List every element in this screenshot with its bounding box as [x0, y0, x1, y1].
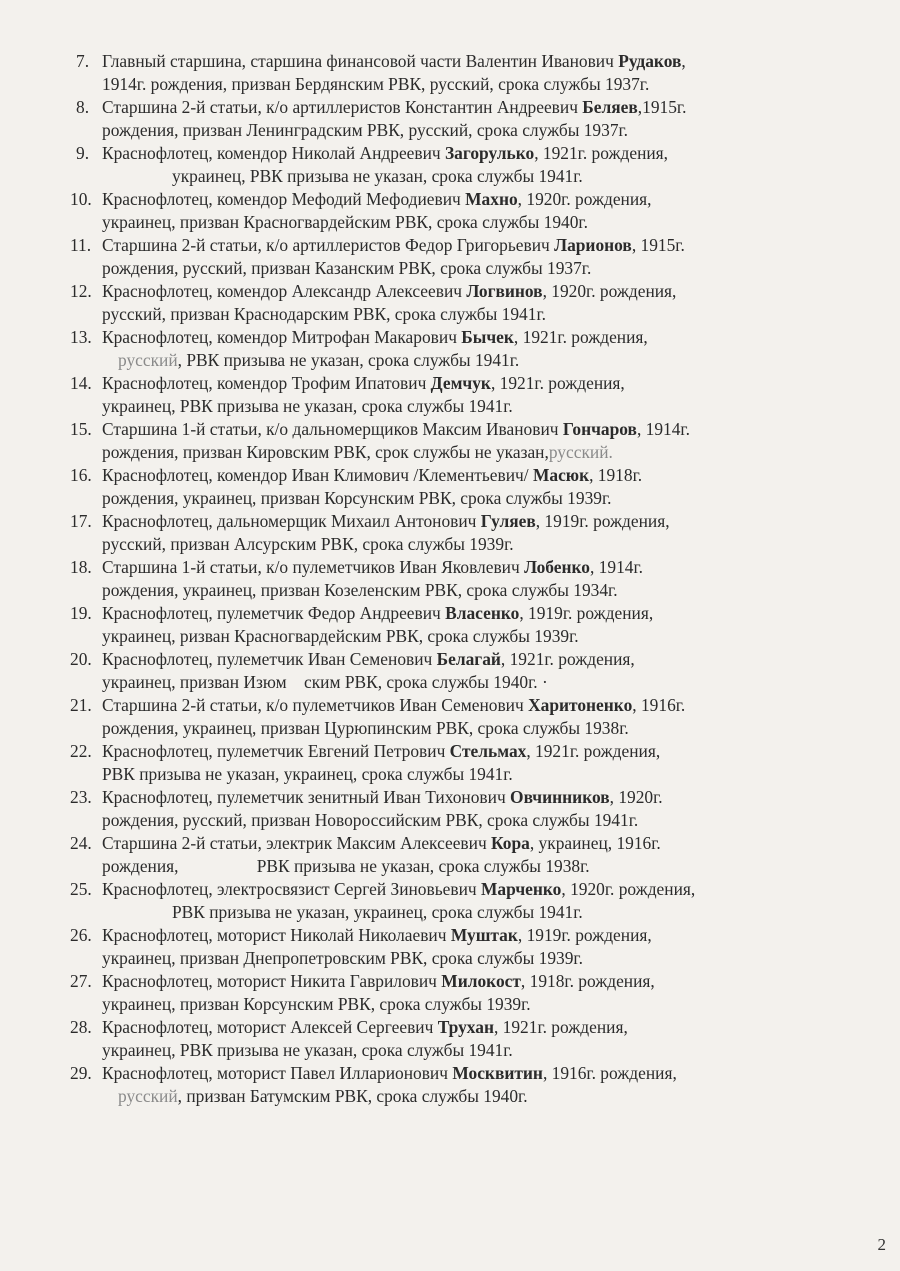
entry-line-1: [102, 188, 860, 211]
list-item: [70, 464, 860, 510]
entry-line-2: [102, 487, 860, 510]
entry-number: 12.: [70, 281, 92, 301]
list-item: [70, 510, 860, 556]
entry-text: рождения, русский, призван Новороссийским РВК, срока службы 1941г.: [102, 810, 639, 830]
entry-number: 23.: [70, 787, 92, 807]
entry-text: Краснофлотец, комендор Митрофан Макарович: [102, 327, 462, 347]
entry-line-2: [102, 119, 860, 142]
entry-text: Краснофлотец, пулеметчик Федор Андреевич: [102, 603, 446, 623]
entry-text: Старшина 2-й статьи, к/о артиллеристов Константин Андреевич: [102, 97, 583, 117]
entry-text: русский, призван Алсурским РВК, срока службы 1939г.: [102, 534, 514, 554]
entry-text: Старшина 2-й статьи, к/о артиллеристов Федор Григорьевич: [102, 235, 555, 255]
entries-list: [70, 50, 860, 1108]
entry-text: Краснофлотец, комендор Иван Климович /Клементьевич/: [102, 465, 533, 485]
entry-line-1: [102, 96, 860, 119]
entry-line-2: [102, 625, 860, 648]
entry-text: Старшина 2-й статьи, к/о пулеметчиков Иван Семенович: [102, 695, 529, 715]
entry-number: 16.: [70, 465, 92, 485]
list-item: [70, 234, 860, 280]
entry-surname: Махно: [465, 189, 518, 209]
entry-text: рождения, русский, призван Казанским РВК, срока службы 1937г.: [102, 258, 592, 278]
entry-number: 24.: [70, 833, 92, 853]
entry-text: украинец, призван Корсунским РВК, срока службы 1939г.: [102, 994, 531, 1014]
entry-line-2: [102, 763, 860, 786]
entry-text: украинец, призван Изюм ским РВК, срока службы 1940г. ·: [102, 672, 548, 692]
entry-number: 9.: [76, 143, 90, 163]
entry-number: 19.: [70, 603, 92, 623]
entry-surname: Гуляев: [480, 511, 536, 531]
entry-line-1: [102, 648, 860, 671]
entry-surname: Масюк: [532, 465, 590, 485]
scan-artifact: [660, 4, 860, 14]
entry-line-1: [102, 280, 860, 303]
entry-text: Краснофлотец, комендор Трофим Ипатович: [102, 373, 431, 393]
entry-line-1: [102, 602, 860, 625]
entry-text: , призван Батумским РВК, срока службы 1940г.: [177, 1086, 528, 1106]
entry-text: Главный старшина, старшина финансовой части Валентин Иванович: [102, 51, 619, 71]
list-item: [70, 1062, 860, 1108]
entry-text: рождения, призван Ленинградским РВК, русский, срока службы 1937г.: [102, 120, 629, 140]
entry-surname: Белагай: [436, 649, 501, 669]
list-item: [70, 924, 860, 970]
entry-line-1: [102, 372, 860, 395]
entry-line-2: [102, 947, 860, 970]
entry-text: украинец, ризван Красногвардейским РВК, срока службы 1939г.: [102, 626, 579, 646]
entry-line-2: [102, 349, 860, 372]
entry-line-1: [102, 50, 860, 73]
entry-text: рождения, призван Кировским РВК, срок службы не указан,: [102, 442, 549, 462]
list-item: [70, 740, 860, 786]
entry-text: украинец, призван Днепропетровским РВК, срока службы 1939г.: [102, 948, 583, 968]
entry-surname: Стельмах: [449, 741, 527, 761]
entry-line-1: [102, 970, 860, 993]
entry-line-1: [102, 924, 860, 947]
entry-text: Краснофлотец, моторист Алексей Сергеевич: [102, 1017, 438, 1037]
entry-line-2: [102, 395, 860, 418]
entry-number: 14.: [70, 373, 92, 393]
entry-text: , 1921г. рождения,: [534, 143, 669, 163]
entry-text: , 1914г.: [636, 419, 690, 439]
entry-text: , 1919г. рождения,: [517, 925, 652, 945]
entry-surname: Харитоненко: [528, 695, 633, 715]
entry-line-1: [102, 142, 860, 165]
entry-line-1: [102, 740, 860, 763]
entry-text: , украинец, 1916г.: [529, 833, 661, 853]
entry-number: 25.: [70, 879, 92, 899]
entry-text: Старшина 1-й статьи, к/о пулеметчиков Иван Яковлевич: [102, 557, 525, 577]
entry-surname: Власенко: [445, 603, 520, 623]
list-item: [70, 50, 860, 96]
list-item: [70, 142, 860, 188]
entry-text: , 1919г. рождения,: [535, 511, 670, 531]
entry-surname: Москвитин: [452, 1063, 543, 1083]
list-item: [70, 648, 860, 694]
entry-text: ,: [681, 51, 686, 71]
entry-text: Краснофлотец, пулеметчик зенитный Иван Тихонович: [102, 787, 511, 807]
entry-text: рождения, РВК призыва не указан, срока службы 1938г.: [102, 856, 590, 876]
entry-number: 11.: [70, 235, 92, 255]
entry-line-1: [102, 326, 860, 349]
faded-text: русский: [118, 1086, 178, 1106]
entry-line-2: [102, 165, 860, 188]
entry-text: , 1921г. рождения,: [513, 327, 648, 347]
faded-text: русский: [118, 350, 178, 370]
entry-text: рождения, украинец, призван Цурюпинским РВК, срока службы 1938г.: [102, 718, 629, 738]
entry-line-2: [102, 211, 860, 234]
entry-line-2: [102, 533, 860, 556]
entry-surname: Лобенко: [524, 557, 590, 577]
entry-text: ,1915г.: [637, 97, 687, 117]
entry-surname: Милокост: [441, 971, 521, 991]
entry-line-2: [102, 303, 860, 326]
entry-text: Краснофлотец, пулеметчик Иван Семенович: [102, 649, 437, 669]
entry-line-1: [102, 418, 860, 441]
entry-text: украинец, призван Красногвардейским РВК, срока службы 1940г.: [102, 212, 588, 232]
entry-text: , 1918г.: [589, 465, 643, 485]
entry-line-2: [102, 809, 860, 832]
list-item: [70, 188, 860, 234]
entry-line-1: [102, 556, 860, 579]
entry-line-1: [102, 878, 860, 901]
entry-line-2: [102, 257, 860, 280]
entry-surname: Загорулько: [445, 143, 535, 163]
entry-number: 18.: [70, 557, 92, 577]
entry-surname: Гончаров: [562, 419, 637, 439]
entry-number: 21.: [70, 695, 92, 715]
entry-line-2: [102, 1039, 860, 1062]
entry-number: 15.: [70, 419, 92, 439]
entry-line-2: [102, 901, 860, 924]
entry-text: , 1915г.: [631, 235, 685, 255]
entry-text: Краснофлотец, моторист Павел Илларионович: [102, 1063, 453, 1083]
list-item: [70, 418, 860, 464]
entry-line-1: [102, 234, 860, 257]
entry-surname: Муштак: [450, 925, 518, 945]
entry-line-1: [102, 510, 860, 533]
entry-surname: Логвинов: [466, 281, 543, 301]
entry-line-2: [102, 993, 860, 1016]
entry-number: 10.: [70, 189, 92, 209]
entry-number: 8.: [76, 97, 90, 117]
entry-line-1: [102, 464, 860, 487]
entry-text: 1914г. рождения, призван Бердянским РВК, русский, срока службы 1937г.: [102, 74, 650, 94]
entry-text: Краснофлотец, комендор Николай Андреевич: [102, 143, 445, 163]
entry-text: , 1921г. рождения,: [490, 373, 625, 393]
entry-line-2: [102, 1085, 860, 1108]
entry-line-2: [102, 579, 860, 602]
entry-line-2: [102, 441, 860, 464]
list-item: [70, 786, 860, 832]
entry-text: Краснофлотец, пулеметчик Евгений Петрович: [102, 741, 450, 761]
entry-text: , 1920г.: [609, 787, 663, 807]
entry-line-2: [102, 73, 860, 96]
entry-line-2: [102, 717, 860, 740]
entry-number: 27.: [70, 971, 92, 991]
entry-surname: Рудаков: [618, 51, 682, 71]
entry-text: , 1921г. рождения,: [500, 649, 635, 669]
entry-surname: Ларионов: [554, 235, 632, 255]
entry-text: украинец, РВК призыва не указан, срока службы 1941г.: [102, 1040, 513, 1060]
list-item: [70, 96, 860, 142]
entry-text: украинец, РВК призыва не указан, срока службы 1941г.: [172, 166, 583, 186]
entry-text: Краснофлотец, комендор Александр Алексеевич: [102, 281, 467, 301]
entry-text: , 1921г. рождения,: [526, 741, 661, 761]
entry-number: 28.: [70, 1017, 92, 1037]
list-item: [70, 1016, 860, 1062]
entry-surname: Демчук: [430, 373, 491, 393]
entry-surname: Трухан: [437, 1017, 494, 1037]
entry-text: Краснофлотец, электросвязист Сергей Зиновьевич: [102, 879, 481, 899]
entry-number: 29.: [70, 1063, 92, 1083]
entry-surname: Бычек: [461, 327, 514, 347]
entry-text: , 1916г. рождения,: [542, 1063, 677, 1083]
list-item: [70, 970, 860, 1016]
entry-text: Краснофлотец, дальномерщик Михаил Антонович: [102, 511, 481, 531]
entry-text: , 1920г. рождения,: [542, 281, 677, 301]
entry-text: рождения, украинец, призван Корсунским РВК, срока службы 1939г.: [102, 488, 612, 508]
list-item: [70, 280, 860, 326]
entry-text: , 1919г. рождения,: [519, 603, 654, 623]
page-number: 2: [877, 1235, 886, 1254]
list-item: [70, 694, 860, 740]
entry-line-1: [102, 786, 860, 809]
entry-text: РВК призыва не указан, украинец, срока службы 1941г.: [172, 902, 583, 922]
entry-text: , 1916г.: [632, 695, 686, 715]
list-item: [70, 556, 860, 602]
entry-line-1: [102, 1016, 860, 1039]
list-item: [70, 326, 860, 372]
entry-text: Краснофлотец, моторист Николай Николаевич: [102, 925, 451, 945]
entry-text: , РВК призыва не указан, срока службы 1941г.: [177, 350, 520, 370]
entry-text: русский, призван Краснодарским РВК, срока службы 1941г.: [102, 304, 546, 324]
list-item: [70, 832, 860, 878]
entry-text: Старшина 1-й статьи, к/о дальномерщиков Максим Иванович: [102, 419, 563, 439]
entry-line-2: [102, 855, 860, 878]
entry-line-1: [102, 1062, 860, 1085]
entry-number: 13.: [70, 327, 92, 347]
entry-number: 20.: [70, 649, 92, 669]
entry-text: РВК призыва не указан, украинец, срока службы 1941г.: [102, 764, 513, 784]
entry-line-1: [102, 694, 860, 717]
entry-text: рождения, украинец, призван Козеленским РВК, срока службы 1934г.: [102, 580, 618, 600]
entry-text: украинец, РВК призыва не указан, срока службы 1941г.: [102, 396, 513, 416]
entry-text: Краснофлотец, моторист Никита Гаврилович: [102, 971, 442, 991]
list-item: [70, 878, 860, 924]
list-item: [70, 602, 860, 648]
entry-surname: Овчинников: [510, 787, 610, 807]
entry-number: 7.: [76, 51, 90, 71]
entry-line-1: [102, 832, 860, 855]
entry-text: , 1921г. рождения,: [493, 1017, 628, 1037]
entry-text: , 1914г.: [589, 557, 643, 577]
faded-text: русский.: [548, 442, 613, 462]
entry-number: 22.: [70, 741, 92, 761]
entry-surname: Беляев: [582, 97, 638, 117]
entry-number: 17.: [70, 511, 92, 531]
entry-text: , 1920г. рождения,: [517, 189, 652, 209]
entry-text: , 1920г. рождения,: [561, 879, 696, 899]
entry-number: 26.: [70, 925, 92, 945]
entry-surname: Кора: [491, 833, 530, 853]
entry-line-2: [102, 671, 860, 694]
entry-text: Старшина 2-й статьи, электрик Максим Алексеевич: [102, 833, 492, 853]
list-item: [70, 372, 860, 418]
entry-surname: Марченко: [480, 879, 562, 899]
entry-text: , 1918г. рождения,: [520, 971, 655, 991]
entry-text: Краснофлотец, комендор Мефодий Мефодиевич: [102, 189, 466, 209]
